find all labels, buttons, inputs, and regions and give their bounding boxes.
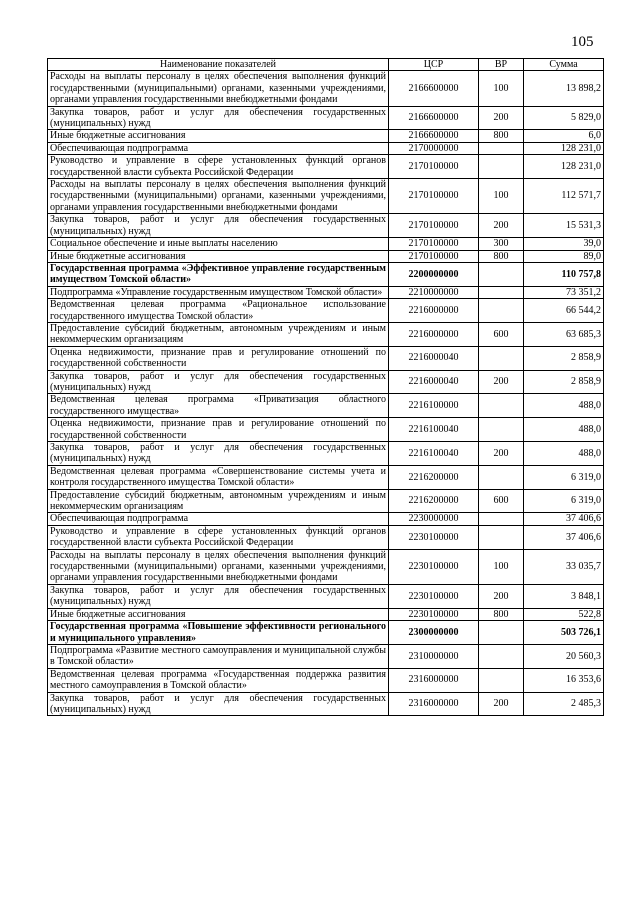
table-row [48,142,604,154]
cell-sum: 503 726,1 [524,621,604,645]
cell-vr: 300 [479,238,524,250]
cell-vr: 200 [479,370,524,394]
cell-name: Обеспечивающая подпрограмма [48,513,389,525]
table-row [48,238,604,250]
cell-sum: 488,0 [524,394,604,418]
cell-name: Ведомственная целевая программа «Приватизация областного государственного имущества» [48,394,389,418]
cell-name: Иные бюджетные ассигнования [48,608,389,620]
cell-name: Предоставление субсидий бюджетным, автономным учреждениям и иным некоммерческим организациям [48,322,389,346]
cell-name: Оценка недвижимости, признание прав и регулирование отношений по государственной собственности [48,346,389,370]
table-row [48,71,604,106]
table-row [48,370,604,394]
cell-name: Закупка товаров, работ и услуг для обеспечения государственных (муниципальных) нужд [48,214,389,238]
cell-csr: 2300000000 [389,621,479,645]
cell-csr: 2210000000 [389,286,479,298]
cell-sum: 5 829,0 [524,106,604,130]
table-row [48,346,604,370]
header-csr: ЦСР [389,59,479,71]
cell-sum: 6 319,0 [524,489,604,513]
cell-name: Государственная программа «Эффективное управление государственным имуществом Томской области» [48,262,389,286]
table-row [48,668,604,692]
cell-sum: 13 898,2 [524,71,604,106]
cell-csr: 2166600000 [389,130,479,142]
cell-name: Ведомственная целевая программа «Рациональное использование государственного имущества Томской области» [48,299,389,323]
cell-sum: 16 353,6 [524,668,604,692]
table-row [48,549,604,584]
cell-vr: 100 [479,549,524,584]
page-number: 105 [571,34,594,50]
cell-name: Предоставление субсидий бюджетным, автономным учреждениям и иным некоммерческим организациям [48,489,389,513]
table-row [48,322,604,346]
cell-name: Расходы на выплаты персоналу в целях обеспечения выполнения функций государственными (муниципальными) органами, казенными учреждениями, органами управления государственными внебюджетными фондами [48,179,389,214]
cell-vr: 200 [479,214,524,238]
cell-csr: 2216000040 [389,370,479,394]
table-row [48,621,604,645]
table-row [48,513,604,525]
cell-csr: 2170100000 [389,238,479,250]
cell-sum: 6,0 [524,130,604,142]
cell-sum: 3 848,1 [524,584,604,608]
cell-sum: 15 531,3 [524,214,604,238]
table-row [48,394,604,418]
cell-vr [479,418,524,442]
table-row [48,250,604,262]
table-row [48,130,604,142]
header-name: Наименование показателей [48,59,389,71]
table-row [48,418,604,442]
cell-vr [479,142,524,154]
cell-vr: 200 [479,442,524,466]
cell-csr: 2230100000 [389,549,479,584]
cell-sum: 20 560,3 [524,644,604,668]
cell-name: Закупка товаров, работ и услуг для обеспечения государственных (муниципальных) нужд [48,692,389,716]
budget-table [47,58,604,716]
cell-name: Закупка товаров, работ и услуг для обеспечения государственных (муниципальных) нужд [48,370,389,394]
cell-vr [479,286,524,298]
table-row [48,155,604,179]
cell-vr [479,525,524,549]
cell-csr: 2216000040 [389,346,479,370]
cell-name: Расходы на выплаты персоналу в целях обеспечения выполнения функций государственными (муниципальными) органами, казенными учреждениями, органами управления государственными внебюджетными фондами [48,549,389,584]
header-sum: Сумма [524,59,604,71]
cell-name: Иные бюджетные ассигнования [48,130,389,142]
table-row [48,465,604,489]
cell-name: Обеспечивающая подпрограмма [48,142,389,154]
table-row [48,525,604,549]
cell-name: Ведомственная целевая программа «Совершенствование системы учета и контроля государственного имущества Томской области» [48,465,389,489]
table-row [48,106,604,130]
cell-vr [479,346,524,370]
table-row [48,644,604,668]
cell-name: Подпрограмма «Управление государственным имуществом Томской области» [48,286,389,298]
cell-vr: 200 [479,584,524,608]
cell-csr: 2216100040 [389,418,479,442]
cell-name: Иные бюджетные ассигнования [48,250,389,262]
header-vr: ВР [479,59,524,71]
cell-csr: 2230100000 [389,525,479,549]
table-row [48,286,604,298]
cell-name: Руководство и управление в сфере установленных функций органов государственной власти субъекта Российской Федерации [48,525,389,549]
cell-name: Закупка товаров, работ и услуг для обеспечения государственных (муниципальных) нужд [48,106,389,130]
cell-csr: 2170000000 [389,142,479,154]
cell-sum: 73 351,2 [524,286,604,298]
cell-sum: 488,0 [524,418,604,442]
cell-sum: 488,0 [524,442,604,466]
cell-sum: 33 035,7 [524,549,604,584]
cell-name: Социальное обеспечение и иные выплаты населению [48,238,389,250]
table-body [48,71,604,716]
cell-sum: 66 544,2 [524,299,604,323]
cell-name: Государственная программа «Повышение эффективности регионального и муниципального управления» [48,621,389,645]
cell-sum: 110 757,8 [524,262,604,286]
cell-sum: 112 571,7 [524,179,604,214]
cell-sum: 128 231,0 [524,142,604,154]
cell-csr: 2170100000 [389,250,479,262]
table-row [48,489,604,513]
cell-vr [479,513,524,525]
cell-csr: 2170100000 [389,214,479,238]
cell-name: Расходы на выплаты персоналу в целях обеспечения выполнения функций государственными (муниципальными) органами, казенными учреждениями, органами управления государственными внебюджетными фондами [48,71,389,106]
table-header-row [48,59,604,71]
cell-name: Подпрограмма «Развитие местного самоуправления и муниципальной службы в Томской области» [48,644,389,668]
cell-csr: 2310000000 [389,644,479,668]
cell-vr: 800 [479,250,524,262]
cell-vr: 800 [479,608,524,620]
cell-vr [479,668,524,692]
cell-name: Закупка товаров, работ и услуг для обеспечения государственных (муниципальных) нужд [48,442,389,466]
cell-csr: 2200000000 [389,262,479,286]
cell-csr: 2216200000 [389,489,479,513]
table-row [48,692,604,716]
cell-vr [479,394,524,418]
cell-name: Закупка товаров, работ и услуг для обеспечения государственных (муниципальных) нужд [48,584,389,608]
cell-vr: 200 [479,692,524,716]
cell-sum: 2 485,3 [524,692,604,716]
cell-sum: 6 319,0 [524,465,604,489]
cell-vr [479,262,524,286]
cell-vr [479,155,524,179]
cell-csr: 2216100000 [389,394,479,418]
table-row [48,442,604,466]
cell-csr: 2216200000 [389,465,479,489]
cell-sum: 37 406,6 [524,525,604,549]
cell-name: Оценка недвижимости, признание прав и регулирование отношений по государственной собственности [48,418,389,442]
cell-vr: 100 [479,179,524,214]
cell-name: Ведомственная целевая программа «Государственная поддержка развития местного самоуправления в Томской области» [48,668,389,692]
cell-sum: 522,8 [524,608,604,620]
cell-csr: 2230000000 [389,513,479,525]
table-row [48,584,604,608]
table-row [48,179,604,214]
cell-name: Руководство и управление в сфере установленных функций органов государственной власти субъекта Российской Федерации [48,155,389,179]
cell-csr: 2216100040 [389,442,479,466]
cell-sum: 2 858,9 [524,370,604,394]
cell-sum: 39,0 [524,238,604,250]
cell-vr [479,644,524,668]
cell-csr: 2170100000 [389,155,479,179]
cell-sum: 63 685,3 [524,322,604,346]
cell-sum: 89,0 [524,250,604,262]
cell-sum: 2 858,9 [524,346,604,370]
cell-csr: 2166600000 [389,71,479,106]
cell-vr: 600 [479,322,524,346]
cell-csr: 2216000000 [389,322,479,346]
cell-vr: 600 [479,489,524,513]
cell-csr: 2316000000 [389,668,479,692]
cell-csr: 2166600000 [389,106,479,130]
cell-sum: 128 231,0 [524,155,604,179]
table-row [48,299,604,323]
cell-csr: 2316000000 [389,692,479,716]
table-row [48,608,604,620]
table-row [48,214,604,238]
cell-vr [479,299,524,323]
cell-sum: 37 406,6 [524,513,604,525]
cell-vr: 800 [479,130,524,142]
cell-csr: 2170100000 [389,179,479,214]
table-row [48,262,604,286]
cell-vr [479,621,524,645]
cell-vr: 200 [479,106,524,130]
cell-csr: 2230100000 [389,608,479,620]
cell-csr: 2216000000 [389,299,479,323]
cell-vr [479,465,524,489]
cell-csr: 2230100000 [389,584,479,608]
cell-vr: 100 [479,71,524,106]
